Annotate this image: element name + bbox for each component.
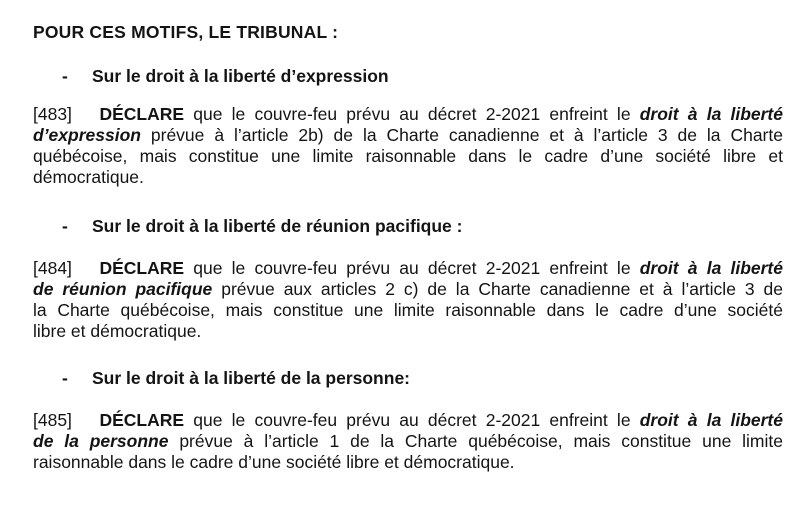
paragraph-484 xyxy=(33,258,783,342)
right-emphasis: droit à la liberté xyxy=(639,258,783,278)
section-heading-person xyxy=(62,368,410,389)
section-title: Sur le droit à la liberté de réunion pacifique : xyxy=(92,216,463,236)
right-emphasis: d’expression xyxy=(33,125,141,145)
section-title: Sur le droit à la liberté d’expression xyxy=(92,66,389,86)
right-emphasis: de la personne xyxy=(33,431,169,451)
paragraph-line: québécoise, mais constitue une limite raisonnable dans le cadre d’une société libre et xyxy=(33,146,783,166)
right-emphasis: droit à la liberté xyxy=(639,410,783,430)
paragraph-line: la Charte québécoise, mais constitue une limite raisonnable dans le cadre d’une société xyxy=(33,300,783,320)
paragraph-line xyxy=(33,258,783,279)
text-run: que le couvre-feu prévu au décret 2-2021 enfreint le xyxy=(193,258,631,278)
text-run: que le couvre-feu prévu au décret 2-2021 enfreint le xyxy=(193,410,631,430)
section-heading-assembly xyxy=(62,216,462,237)
paragraph-483 xyxy=(33,104,783,188)
text-run: prévue à l’article 1 de la Charte québécoise, mais constitue une limite xyxy=(179,431,783,451)
section-title: Sur le droit à la liberté de la personne: xyxy=(92,368,410,388)
right-emphasis: droit à la liberté xyxy=(639,104,783,124)
paragraph-line xyxy=(33,104,783,125)
paragraph-485 xyxy=(33,410,783,473)
right-emphasis: de réunion pacifique xyxy=(33,279,213,299)
paragraph-number: [485] xyxy=(33,410,72,430)
conclusion-heading: POUR CES MOTIFS, LE TRIBUNAL : xyxy=(33,22,339,42)
paragraph-line: raisonnable dans le cadre d’une société libre et démocratique. xyxy=(33,452,515,472)
text-run: que le couvre-feu prévu au décret 2-2021 enfreint le xyxy=(193,104,631,124)
declare-verb: DÉCLARE xyxy=(99,258,185,278)
paragraph-line xyxy=(33,279,783,300)
bullet-dash: - xyxy=(62,66,68,86)
paragraph-number: [484] xyxy=(33,258,72,278)
paragraph-number: [483] xyxy=(33,104,72,124)
paragraph-line: libre et démocratique. xyxy=(33,321,202,341)
declare-verb: DÉCLARE xyxy=(99,410,185,430)
paragraph-line xyxy=(33,125,783,146)
declare-verb: DÉCLARE xyxy=(99,104,185,124)
bullet-dash: - xyxy=(62,368,68,388)
bullet-dash: - xyxy=(62,216,68,236)
text-run: prévue aux articles 2 c) de la Charte canadienne et à l’article 3 de xyxy=(221,279,784,299)
paragraph-line: démocratique. xyxy=(33,167,144,187)
text-run: prévue à l’article 2b) de la Charte canadienne et à l’article 3 de la Charte xyxy=(150,125,783,145)
paragraph-line xyxy=(33,431,783,452)
section-heading-expression xyxy=(62,66,389,87)
paragraph-line xyxy=(33,410,783,431)
